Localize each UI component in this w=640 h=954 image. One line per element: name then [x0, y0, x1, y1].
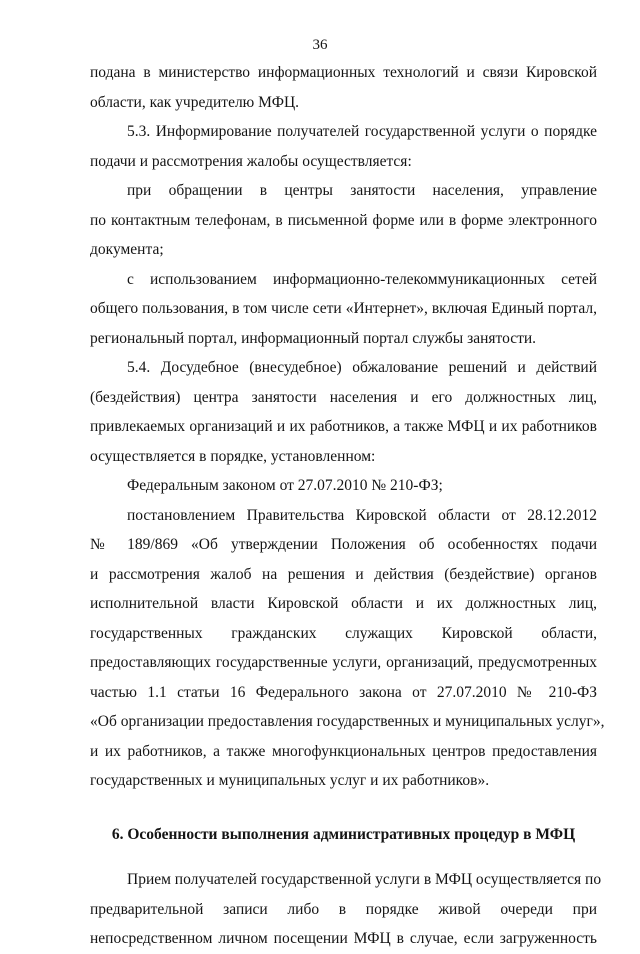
text-line: 5.4. Досудебное (внесудебное) обжалование решений и действий — [127, 359, 597, 376]
text-line: 5.3. Информирование получателей государственной услуги о порядке — [127, 123, 597, 140]
text-line: документа; — [90, 241, 164, 258]
page-number: 36 — [312, 37, 328, 53]
text-line: государственных гражданских служащих Кировской области, — [90, 624, 597, 642]
text-line: и их работников, а также многофункциональных центров предоставления — [90, 742, 597, 760]
text-line: общего пользования, в том числе сети «Интернет», включая Единый портал, — [90, 300, 597, 317]
paragraph-appeal-centers — [90, 176, 597, 265]
paragraph-federal-law — [90, 471, 597, 501]
paragraph-reception — [90, 865, 602, 954]
text-line: региональный портал, информационный портал службы занятости. — [90, 329, 537, 347]
text-line: Прием получателей государственной услуги в МФЦ осуществляется по — [127, 871, 602, 888]
text-line: постановлением Правительства Кировской области от 28.12.2012 — [127, 506, 597, 524]
text-line: с использованием информационно-телекоммуникационных сетей — [127, 270, 597, 288]
text-line: области, как учредителю МФЦ. — [90, 93, 300, 111]
section-heading: 6. Особенности выполнения административных процедур в МФЦ — [111, 825, 576, 843]
paragraph-networks — [90, 265, 597, 354]
paragraph-5-4 — [90, 353, 597, 471]
text-line: «Об организации предоставления государственных и муниципальных услуг», — [90, 713, 605, 730]
text-line: частью 1.1 статьи 16 Федерального закона от 27.07.2010 № 210-ФЗ — [90, 683, 597, 701]
text-line: осуществляется в порядке, установленном: — [90, 447, 376, 465]
text-line: исполнительной власти Кировской области и их должностных лиц, — [90, 595, 597, 612]
text-line: государственных и муниципальных услуг и их работников». — [90, 772, 490, 789]
text-line: при обращении в центры занятости населения, управление — [127, 182, 597, 199]
text-line: и рассмотрения жалоб на решения и действия (бездействие) органов — [90, 565, 597, 583]
text-line: предоставляющих государственные услуги, организаций, предусмотренных — [90, 654, 597, 671]
paragraph-5-3 — [90, 117, 597, 176]
text-line: непосредственном личном посещении МФЦ в случае, если загруженность — [90, 930, 597, 947]
text-line: подачи и рассмотрения жалобы осуществляется: — [90, 152, 412, 170]
document-body — [90, 58, 605, 954]
text-line: Федеральным законом от 27.07.2010 № 210-ФЗ; — [127, 477, 443, 494]
text-line: по контактным телефонам, в письменной форме или в форме электронного — [90, 211, 597, 229]
text-line: № 189/869 «Об утверждении Положения об особенностях подачи — [90, 536, 597, 553]
paragraph-resolution — [90, 501, 605, 796]
text-line: привлекаемых организаций и их работников, а также МФЦ и их работников — [90, 418, 597, 435]
text-line: предварительной записи либо в порядке живой очереди при — [90, 900, 597, 918]
text-line: (бездействия) центра занятости населения и его должностных лиц, — [90, 388, 597, 406]
paragraph-continuation — [90, 58, 597, 117]
text-line: подана в министерство информационных технологий и связи Кировской — [90, 64, 597, 81]
